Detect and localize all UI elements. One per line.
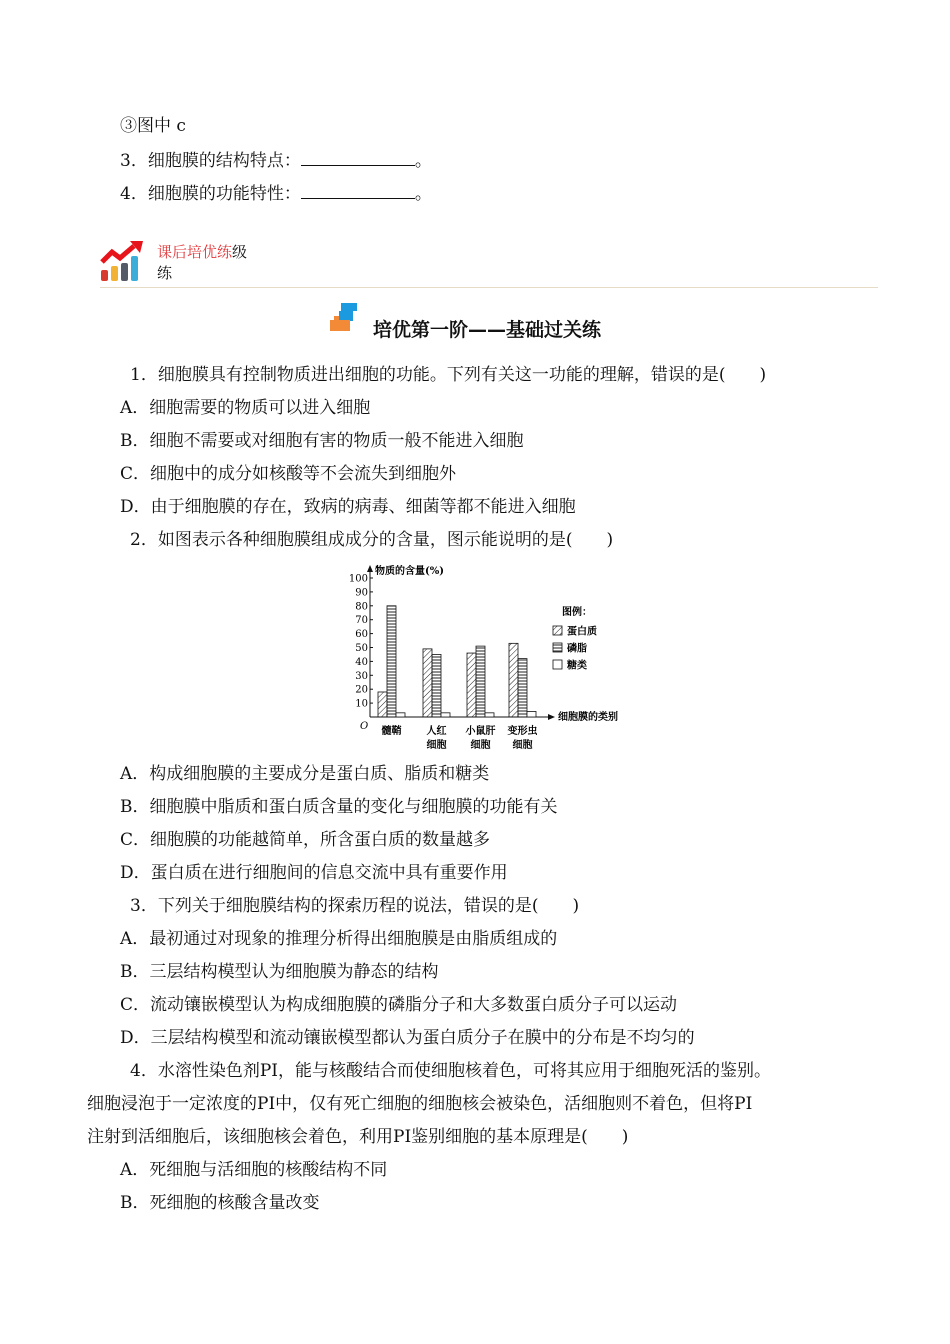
text-line: ③图中 c	[120, 116, 186, 136]
y-tick-label: 10	[355, 698, 368, 710]
option: A．构成细胞膜的主要成分是蛋白质、脂质和糖类	[120, 764, 490, 784]
x-tick-label: 细胞	[426, 740, 447, 751]
option: B．细胞不需要或对细胞有害的物质一般不能进入细胞	[120, 431, 524, 451]
fill-blank-question-3	[120, 149, 432, 171]
bar-horizontal	[432, 654, 441, 717]
question-stem: 1．细胞膜具有控制物质进出细胞的功能。下列有关这一功能的理解，错误的是( )	[130, 365, 767, 385]
text: 3．细胞膜的结构特点：	[120, 151, 301, 171]
option: D．由于细胞膜的存在，致病的病毒、细菌等都不能进入细胞	[120, 497, 576, 517]
y-tick-label: 60	[355, 629, 368, 641]
y-tick-label: 80	[355, 601, 368, 613]
legend-label: 糖类	[567, 660, 587, 672]
y-tick-label: 50	[355, 643, 368, 654]
option: A．死细胞与活细胞的核酸结构不同	[120, 1160, 388, 1180]
option: C．流动镶嵌模型认为构成细胞膜的磷脂分子和大多数蛋白质分子可以运动	[120, 995, 678, 1015]
y-axis-arrow	[367, 565, 373, 572]
option: A．最初通过对现象的推理分析得出细胞膜是由脂质组成的	[120, 929, 558, 949]
legend-swatch	[553, 660, 562, 669]
text: 4．细胞膜的功能特性：	[120, 184, 301, 204]
steps-icon	[329, 302, 371, 334]
y-tick-label: 40	[355, 656, 368, 668]
bar-blank	[441, 713, 450, 717]
y-tick-label: 30	[355, 670, 368, 682]
bar-blank	[485, 713, 494, 717]
legend-title: 图例：	[562, 607, 592, 618]
question-stem: 细胞浸泡于一定浓度的PI中，仅有死亡细胞的细胞核会被染色，活细胞则不着色，但将PI	[87, 1094, 753, 1114]
y-tick-label: 70	[355, 615, 368, 627]
bar-horizontal	[387, 606, 396, 717]
legend-label: 蛋白质	[567, 626, 597, 638]
bar-diagonal	[378, 692, 387, 717]
growth-chart-icon	[100, 240, 144, 282]
bar-blank	[396, 713, 405, 717]
header-text: 级	[232, 243, 248, 261]
y-tick-label: 20	[355, 684, 368, 696]
answer-blank[interactable]	[301, 182, 415, 199]
question-stem: 4．水溶性染色剂PI，能与核酸结合而使细胞核着色，可将其应用于细胞死活的鉴别。	[130, 1061, 771, 1081]
x-tick-label: 细胞	[512, 740, 533, 751]
x-tick-label: 细胞	[470, 740, 491, 751]
option: B．细胞膜中脂质和蛋白质含量的变化与细胞膜的功能有关	[120, 797, 558, 817]
option: D．蛋白质在进行细胞间的信息交流中具有重要作用	[120, 863, 508, 883]
y-tick-label: 90	[355, 587, 368, 599]
x-tick-label: 小鼠肝	[465, 726, 496, 737]
option: B．三层结构模型认为细胞膜为静态的结构	[120, 962, 439, 982]
bar-blank	[527, 711, 536, 717]
bar-diagonal	[423, 649, 432, 717]
answer-blank[interactable]	[301, 149, 415, 166]
header-text-line2: 练	[157, 264, 173, 282]
y-axis-label: 物质的含量(%)	[375, 566, 444, 577]
x-axis-label: 细胞膜的类别	[558, 712, 618, 723]
fill-blank-question-4	[120, 182, 432, 204]
legend-swatch	[553, 626, 562, 635]
bar-diagonal	[467, 653, 476, 717]
option: A．细胞需要的物质可以进入细胞	[120, 398, 371, 418]
option: B．死细胞的核酸含量改变	[120, 1193, 320, 1213]
question-stem: 3．下列关于细胞膜结构的探索历程的说法，错误的是( )	[130, 896, 580, 916]
option: C．细胞中的成分如核酸等不会流失到细胞外	[120, 464, 457, 484]
option: C．细胞膜的功能越简单，所含蛋白质的数量越多	[120, 830, 491, 850]
x-tick-label: 髓鞘	[381, 726, 402, 737]
legend-label: 磷脂	[567, 643, 587, 655]
section-header	[157, 242, 247, 284]
divider	[100, 287, 878, 288]
legend-swatch	[553, 643, 562, 652]
header-red-text: 课后培优练	[157, 243, 233, 261]
x-axis-arrow	[548, 714, 555, 720]
bar-horizontal	[476, 646, 485, 717]
x-tick-label: 人红	[426, 726, 447, 737]
question-stem: 注射到活细胞后，该细胞核会着色，利用PI鉴别细胞的基本原理是( )	[87, 1127, 629, 1147]
section-title: 培优第一阶——基础过关练	[373, 319, 602, 341]
bar-diagonal	[509, 643, 518, 717]
text: 。	[414, 184, 432, 204]
x-tick-label: 变形虫	[507, 726, 538, 737]
bar-horizontal	[518, 659, 527, 717]
membrane-composition-chart	[340, 560, 640, 755]
text: 。	[414, 151, 432, 171]
question-stem: 2．如图表示各种细胞膜组成成分的含量，图示能说明的是( )	[130, 530, 614, 550]
origin-label: O	[360, 721, 369, 732]
y-tick-label: 100	[348, 573, 368, 585]
option: D．三层结构模型和流动镶嵌模型都认为蛋白质分子在膜中的分布是不均匀的	[120, 1028, 695, 1048]
